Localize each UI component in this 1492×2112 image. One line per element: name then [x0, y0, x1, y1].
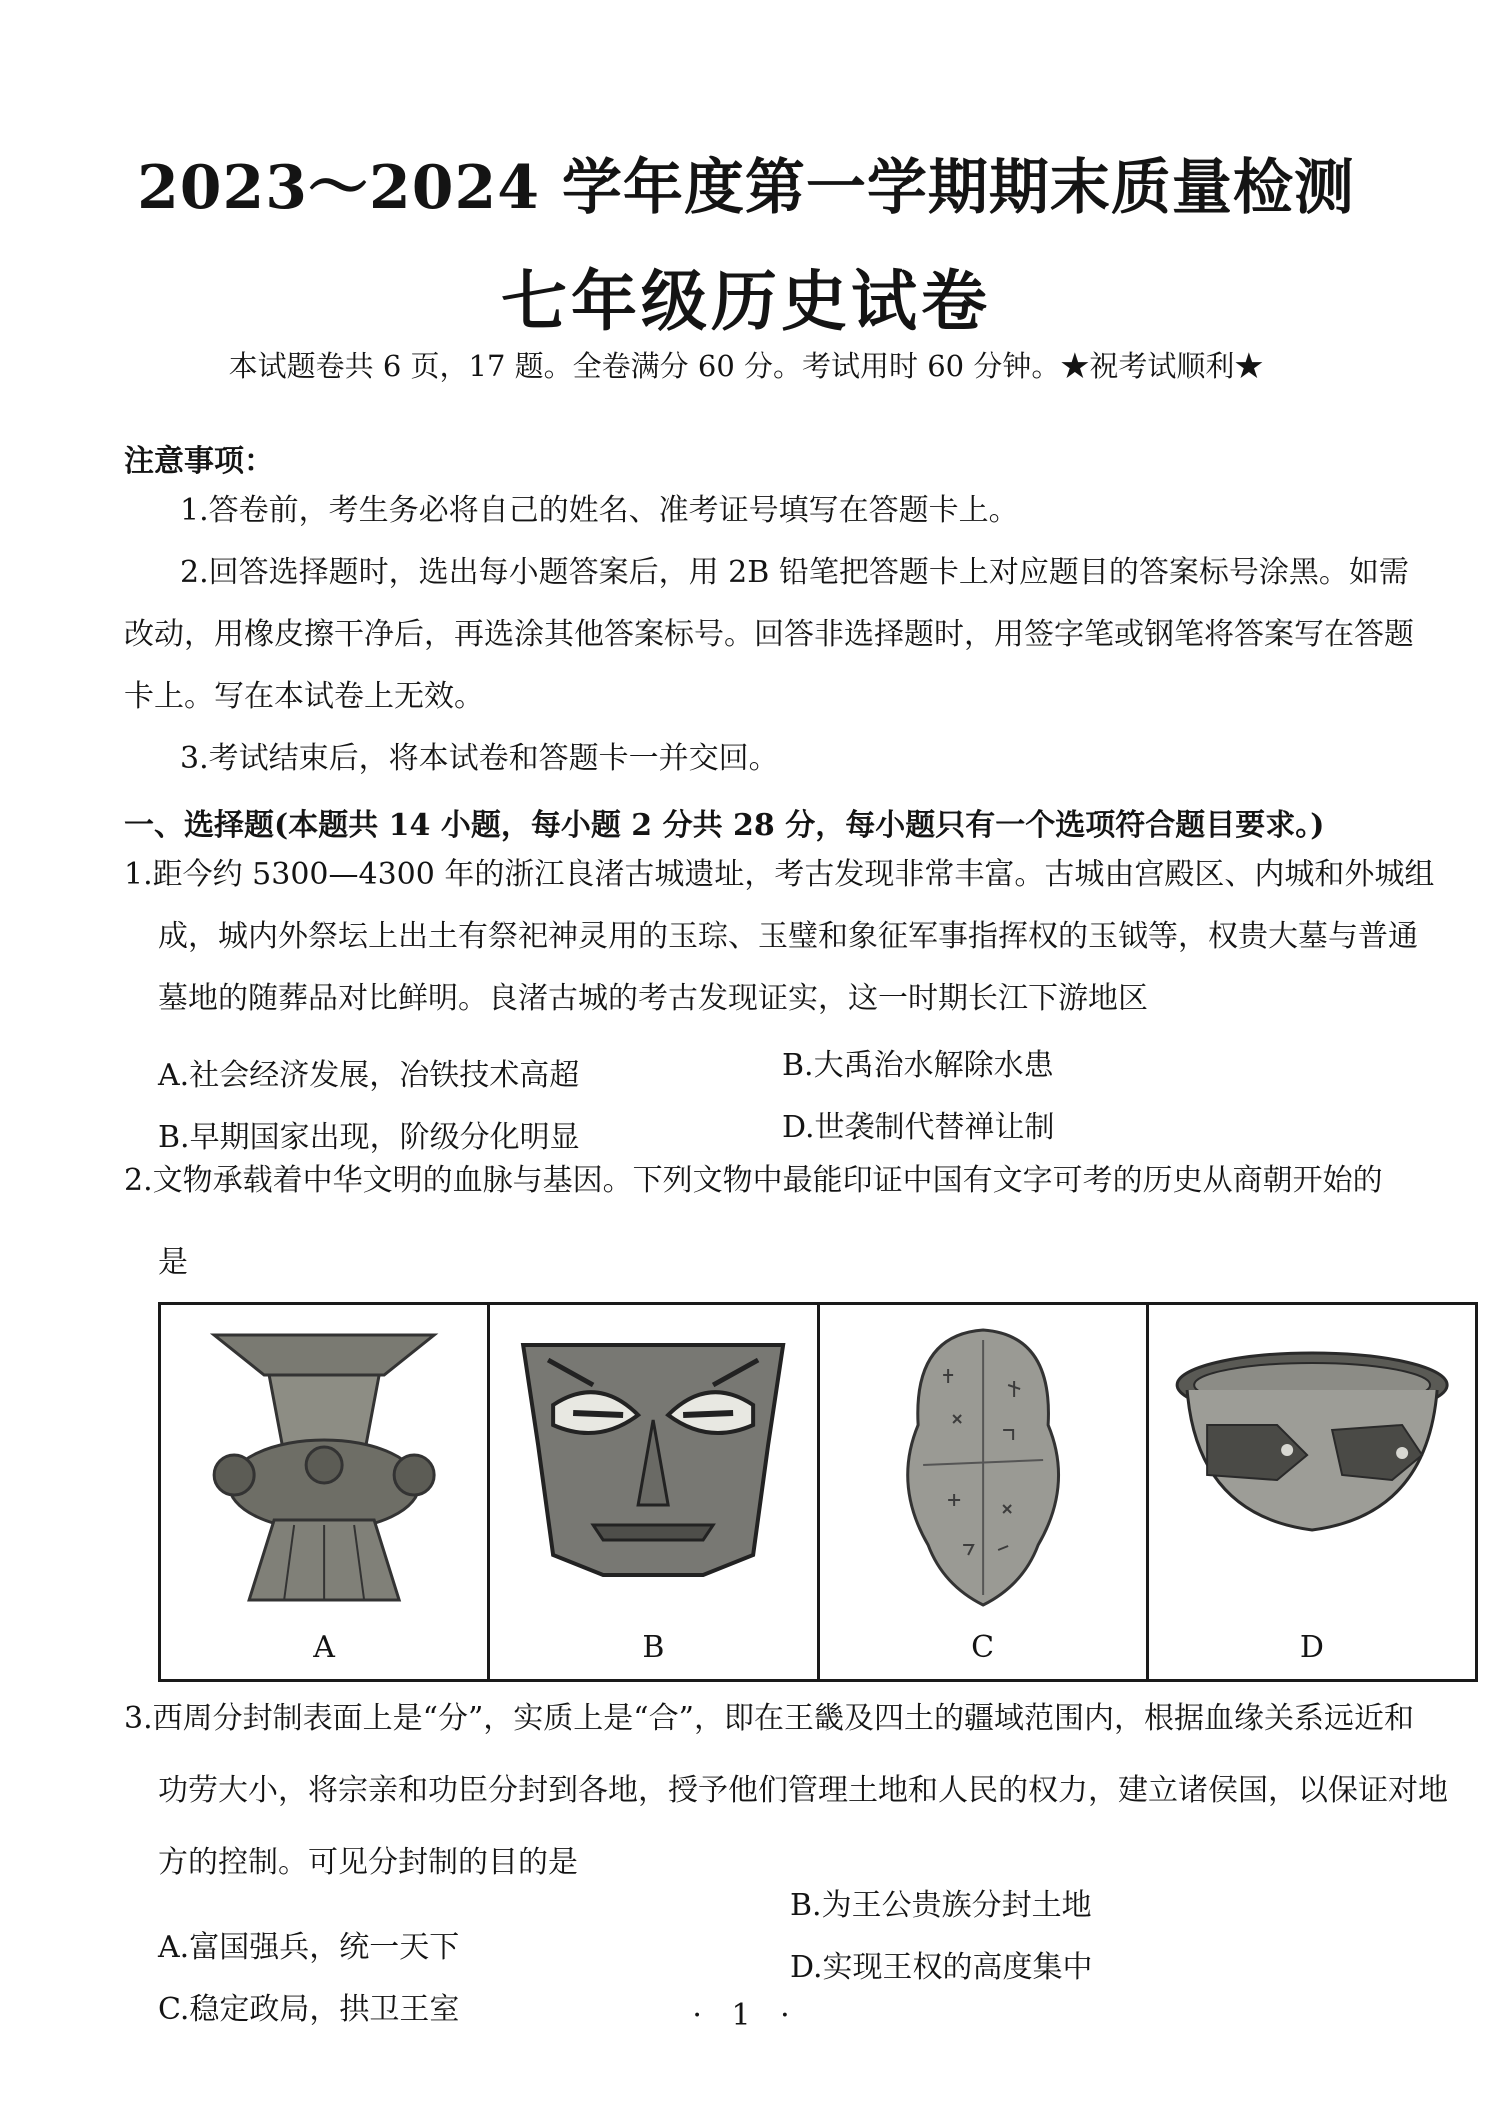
- exam-subtitle: 七年级历史试卷: [501, 262, 991, 340]
- q3-option-a: A.富国强兵，统一天下: [158, 1930, 460, 1965]
- artifact-a-caption: A: [313, 1630, 335, 1665]
- artifact-a: [161, 1305, 490, 1679]
- artifact-c: [820, 1305, 1149, 1679]
- oracle-bone-image: [830, 1315, 1136, 1615]
- q1-line-3: 墓地的随葬品对比鲜明。良渚古城的考古发现证实，这一时期长江下游地区: [158, 981, 1148, 1016]
- artifact-d-caption: D: [1299, 1630, 1324, 1665]
- artifact-b-caption: B: [642, 1630, 665, 1665]
- page-number: · 1 ·: [692, 1998, 800, 2033]
- q3-option-d: D.实现王权的高度集中: [790, 1950, 1093, 1985]
- q1-line-1: 1.距今约 5300—4300 年的浙江良渚古城遗址，考古发现非常丰富。古城由宫殿区、内城和外城组: [124, 857, 1435, 892]
- note-item-2-line-2: 改动，用橡皮擦干净后，再选涂其他答案标号。回答非选择题时，用签字笔或钢笔将答案写在答题: [124, 617, 1414, 652]
- q3-option-b: B.为王公贵族分封土地: [790, 1888, 1092, 1923]
- q2-line-1: 2.文物承载着中华文明的血脉与基因。下列文物中最能印证中国有文字可考的历史从商朝开始的: [124, 1163, 1383, 1198]
- q1-option-a: A.社会经济发展，冶铁技术高超: [158, 1058, 580, 1093]
- q1-option-b: B.大禹治水解除水患: [782, 1048, 1054, 1083]
- artifact-d: [1149, 1305, 1475, 1679]
- q3-option-c: C.稳定政局，拱卫王室: [158, 1992, 460, 2027]
- note-item-1: 1.答卷前，考生务必将自己的姓名、准考证号填写在答题卡上。: [180, 493, 1019, 528]
- artifact-c-caption: C: [971, 1630, 995, 1665]
- q3-line-3: 方的控制。可见分封制的目的是: [158, 1845, 578, 1880]
- artifact-b: [490, 1305, 819, 1679]
- q1-option-c: B.早期国家出现，阶级分化明显: [158, 1120, 580, 1155]
- q1-option-d: D.世袭制代替禅让制: [782, 1110, 1055, 1145]
- bronze-mask-image: [500, 1315, 806, 1615]
- note-item-3: 3.考试结束后，将本试卷和答题卡一并交回。: [180, 741, 779, 776]
- painted-pottery-basin-image: [1159, 1315, 1465, 1615]
- bronze-zun-image: [171, 1315, 477, 1615]
- note-item-2-line-3: 卡上。写在本试卷上无效。: [124, 679, 484, 714]
- notes-heading: 注意事项：: [124, 444, 274, 479]
- exam-title: 2023～2024 学年度第一学期期末质量检测: [137, 153, 1355, 223]
- q3-line-2: 功劳大小，将宗亲和功臣分封到各地，授予他们管理土地和人民的权力，建立诸侯国，以保证对地: [158, 1773, 1448, 1808]
- exam-intro: 本试题卷共 6 页，17 题。全卷满分 60 分。考试用时 60 分钟。★祝考试顺利★: [228, 349, 1264, 383]
- q3-line-1: 3.西周分封制表面上是“分”，实质上是“合”，即在王畿及四土的疆域范围内，根据血缘关系远近和: [124, 1701, 1414, 1736]
- q2-line-2: 是: [158, 1245, 188, 1280]
- section-1-heading: 一、选择题(本题共 14 小题，每小题 2 分共 28 分，每小题只有一个选项符合题目要求。): [124, 808, 1325, 843]
- note-item-2-line-1: 2.回答选择题时，选出每小题答案后，用 2B 铅笔把答题卡上对应题目的答案标号涂黑。如需: [180, 555, 1409, 590]
- q1-line-2: 成，城内外祭坛上出土有祭祀神灵用的玉琮、玉璧和象征军事指挥权的玉钺等，权贵大墓与普通: [158, 919, 1418, 954]
- artifact-gallery: [158, 1302, 1478, 1682]
